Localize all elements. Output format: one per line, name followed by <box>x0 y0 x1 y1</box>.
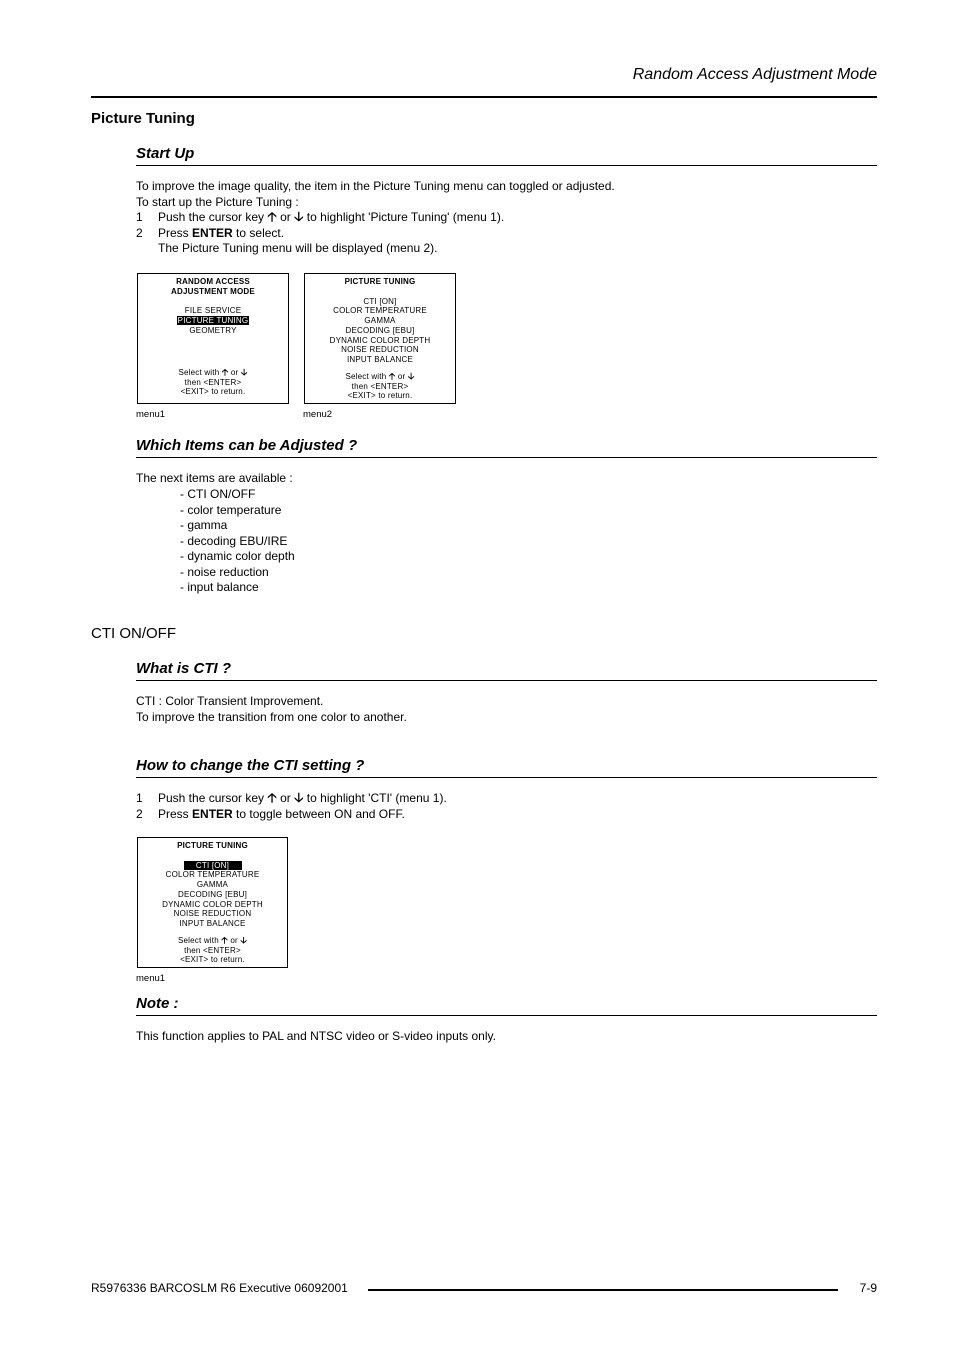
change-cti-step-1 <box>136 791 836 807</box>
step-text-line2: The Picture Tuning menu will be displayed (menu 2). <box>158 241 438 255</box>
arrow-down-icon: 🡣 <box>407 370 415 381</box>
osd-title-line-1: RANDOM ACCESS <box>176 277 250 286</box>
osd-title: PICTURE TUNING <box>344 277 416 286</box>
start-up-intro-2: To start up the Picture Tuning : <box>136 194 299 209</box>
change-cti-heading: How to change the CTI setting ? <box>136 757 877 778</box>
step-text: to select. <box>236 225 285 240</box>
list-item: - color temperature <box>180 502 282 517</box>
osd-footer <box>138 368 288 397</box>
osd-footer-exit: <EXIT> to return. <box>347 391 413 401</box>
step-text: or <box>280 791 291 805</box>
change-cti-body <box>136 791 836 822</box>
arrow-up-icon: 🡡 <box>221 934 228 945</box>
osd-footer-or: or <box>230 367 239 377</box>
page-number: 7-9 <box>859 1281 877 1295</box>
step-text: Push the cursor key <box>158 791 265 805</box>
section-title: Picture Tuning <box>91 110 195 127</box>
start-up-body <box>136 179 836 257</box>
step-text: Push the cursor key <box>158 210 265 224</box>
step-text: to highlight 'Picture Tuning' (menu 1). <box>306 210 505 224</box>
osd-footer-select: Select with <box>178 367 220 377</box>
running-header: Random Access Adjustment Mode <box>632 66 877 83</box>
arrow-up-icon: 🡡 <box>221 366 229 377</box>
osd-menu-item: GAMMA <box>364 316 396 326</box>
osd-footer-then: then <ENTER> <box>184 377 242 387</box>
footer-doc-ref: R5976336 BARCOSLM R6 Executive 06092001 <box>91 1281 348 1295</box>
list-item: - dynamic color depth <box>180 549 295 563</box>
arrow-up-icon: 🡡 <box>267 790 277 805</box>
osd-footer-exit: <EXIT> to return. <box>180 387 246 397</box>
osd-footer-or: or <box>397 371 406 381</box>
start-up-heading: Start Up <box>136 145 877 166</box>
step-text: to toggle between ON and OFF. <box>236 806 405 821</box>
menu-caption: menu2 <box>303 409 333 420</box>
osd-menu-picture-tuning-cti <box>137 837 288 968</box>
list-item: - input balance <box>180 580 259 594</box>
cti-section-title: CTI ON/OFF <box>91 625 176 642</box>
what-is-cti-body <box>136 694 836 725</box>
header-rule <box>91 96 877 98</box>
list-item: - noise reduction <box>180 564 269 579</box>
osd-footer <box>305 372 455 401</box>
cti-purpose: To improve the transition from one color to another. <box>136 709 407 724</box>
arrow-up-icon: 🡡 <box>267 209 277 224</box>
osd-footer-or: or <box>230 935 238 945</box>
osd-menu-picture-tuning <box>304 273 456 404</box>
arrow-down-icon: 🡣 <box>294 790 304 805</box>
step-text: to highlight 'CTI' (menu 1). <box>306 791 447 805</box>
enter-key-label: ENTER <box>192 806 233 821</box>
osd-footer-then: then <ENTER> <box>184 945 241 955</box>
arrow-down-icon: 🡣 <box>240 366 248 377</box>
osd-menu-item: DECODING [EBU] <box>345 325 415 335</box>
what-is-cti-heading: What is CTI ? <box>136 660 877 681</box>
adjustable-heading: Which Items can be Adjusted ? <box>136 437 877 458</box>
list-item: - CTI ON/OFF <box>180 487 256 501</box>
menu-caption: menu1 <box>136 973 166 984</box>
note-text: This function applies to PAL and NTSC video or S-video inputs only. <box>136 1029 496 1043</box>
osd-menu-random-access <box>137 273 289 404</box>
enter-key-label: ENTER <box>192 225 233 240</box>
step-text: Press <box>158 806 189 821</box>
arrow-down-icon: 🡣 <box>240 934 248 945</box>
menu-caption: menu1 <box>136 409 166 420</box>
osd-menu-item: NOISE REDUCTION <box>173 909 252 919</box>
adjustable-intro: The next items are available : <box>136 471 293 485</box>
start-up-intro-1: To improve the image quality, the item in the Picture Tuning menu can toggled or adjusted. <box>136 179 615 193</box>
step-number: 1 <box>136 791 143 805</box>
list-item: - gamma <box>180 518 228 532</box>
arrow-up-icon: 🡡 <box>388 370 396 381</box>
step-number: 1 <box>136 210 143 224</box>
note-heading: Note : <box>136 995 877 1016</box>
osd-menu-item-selected: CTI [ON] <box>184 861 242 871</box>
osd-menu-item: COLOR TEMPERATURE <box>333 306 427 316</box>
step-number: 2 <box>136 806 143 821</box>
step-text: Press <box>158 225 189 240</box>
change-cti-step-2 <box>136 807 836 823</box>
osd-footer-select: Select with <box>177 935 219 945</box>
adjustable-list <box>180 487 295 596</box>
arrow-down-icon: 🡣 <box>294 209 304 224</box>
osd-menu-item: INPUT BALANCE <box>179 918 246 928</box>
osd-menu-item: FILE SERVICE <box>184 306 242 316</box>
cti-definition: CTI : Color Transient Improvement. <box>136 694 324 708</box>
osd-menu-item: NOISE REDUCTION <box>341 345 419 355</box>
step-number: 2 <box>136 225 143 240</box>
osd-title-line-2: ADJUSTMENT MODE <box>171 286 255 296</box>
osd-footer-select: Select with <box>345 371 387 381</box>
osd-menu-item: GAMMA <box>196 880 229 890</box>
osd-menu-item: DYNAMIC COLOR DEPTH <box>329 335 431 345</box>
osd-menu-item: DECODING [EBU] <box>177 889 248 899</box>
osd-footer-then: then <ENTER> <box>351 381 409 391</box>
osd-menu-item: DYNAMIC COLOR DEPTH <box>162 899 263 909</box>
list-item: - decoding EBU/IRE <box>180 533 288 548</box>
osd-footer-exit: <EXIT> to return. <box>180 955 245 965</box>
step-text: or <box>280 210 291 224</box>
start-up-step-2 <box>136 226 836 257</box>
footer-rule <box>368 1289 838 1291</box>
osd-menu-item: CTI [ON] <box>363 296 397 306</box>
osd-title: PICTURE TUNING <box>177 841 248 850</box>
osd-menu-item-selected: PICTURE TUNING <box>177 316 249 326</box>
osd-menu-item: GEOMETRY <box>189 325 237 335</box>
osd-menu-item: COLOR TEMPERATURE <box>165 870 260 880</box>
start-up-step-1 <box>136 210 836 226</box>
osd-footer <box>138 936 287 965</box>
osd-menu-item: INPUT BALANCE <box>346 354 414 364</box>
